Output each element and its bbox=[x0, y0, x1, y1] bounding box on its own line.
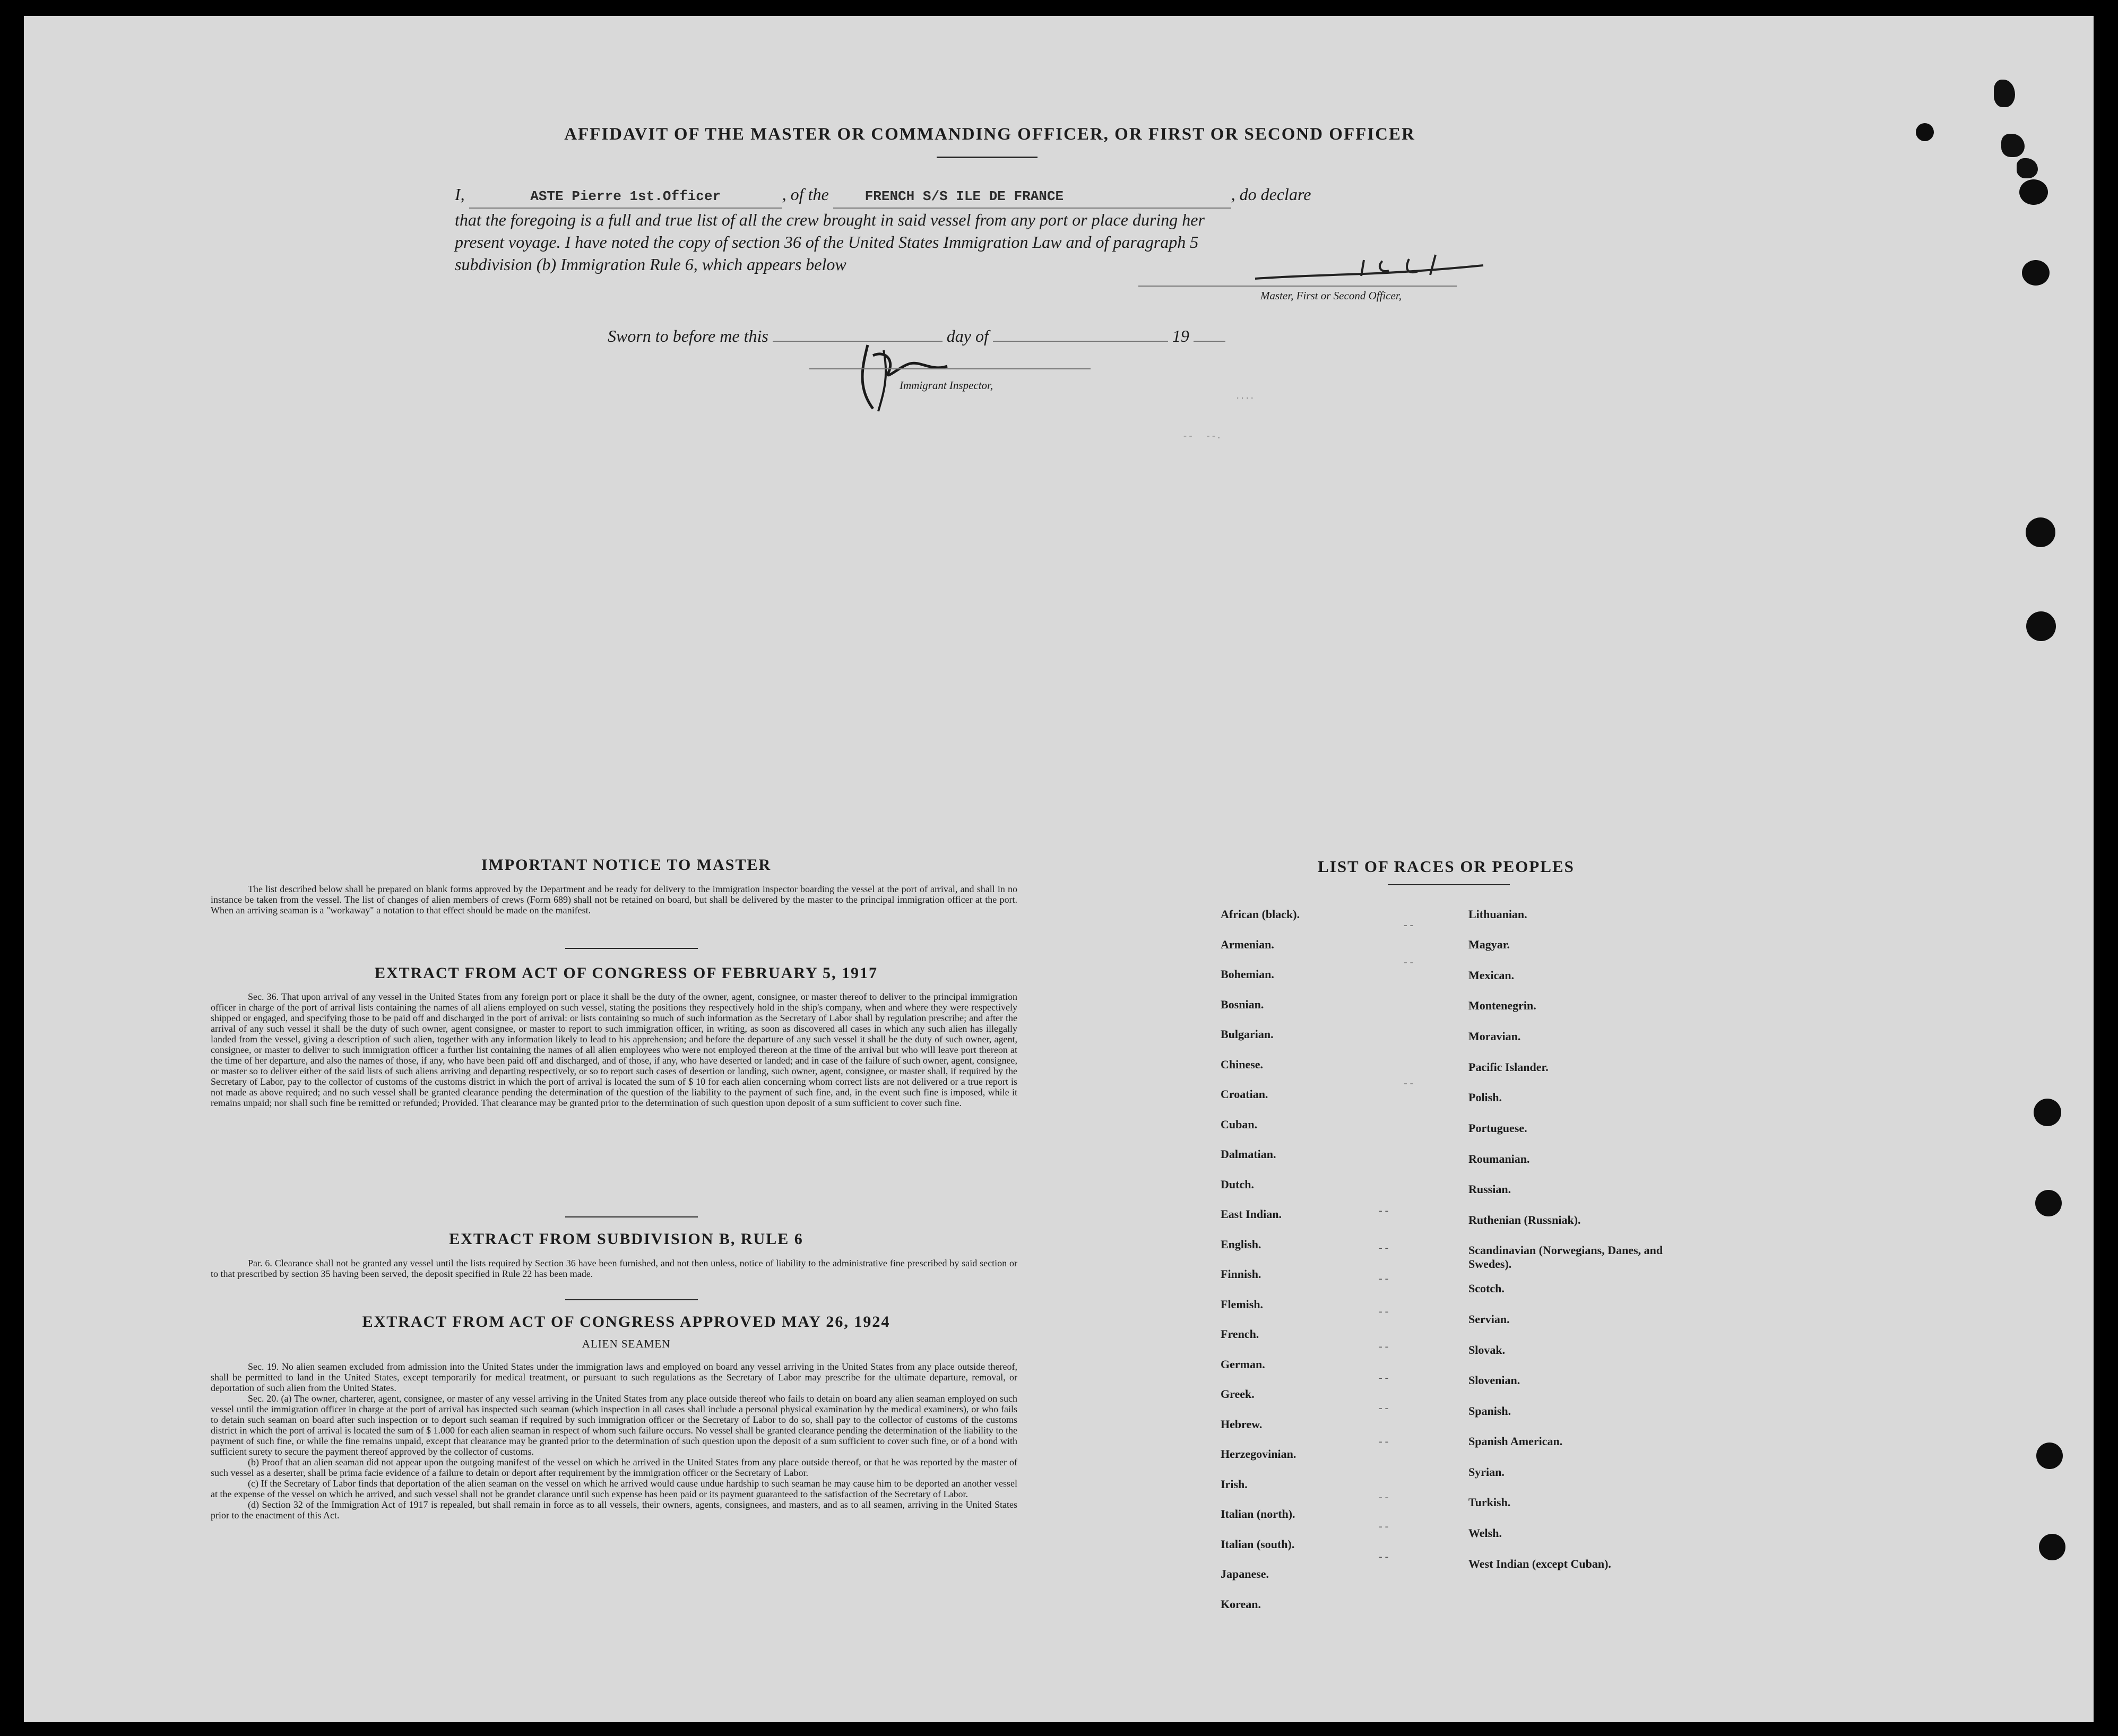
affidavit-line-1 bbox=[455, 183, 1453, 209]
document-page bbox=[24, 16, 2094, 1722]
extract-1924-text bbox=[211, 1361, 1017, 1521]
race-item: Hebrew. bbox=[1221, 1418, 1263, 1431]
officer-name-field bbox=[469, 183, 782, 209]
faint-dash: - - bbox=[1379, 1551, 1389, 1562]
inspector-line bbox=[809, 368, 1091, 369]
race-item: Magyar. bbox=[1468, 938, 1510, 951]
race-item: East Indian. bbox=[1221, 1207, 1282, 1221]
notice-text bbox=[211, 884, 1017, 915]
section-20c-paragraph: (c) If the Secretary of Labor finds that deportation of the alien seaman on the vessel on which he arrived would cause undue hardship to such seaman he may cause him to be deported an another vessel at the expense of the vessel on which he arrived, and such vessel shall not be grandet clarance until such expense has been paid or its payment guaranteed to the satisfaction of the Secretary of Labor. bbox=[211, 1478, 1017, 1499]
vessel-name-field bbox=[833, 183, 1231, 209]
race-item: Lithuanian. bbox=[1468, 908, 1527, 921]
race-item: Mexican. bbox=[1468, 969, 1515, 982]
punch-hole bbox=[2035, 1190, 2062, 1216]
faint-marks: - - - - . bbox=[1183, 430, 1220, 441]
extract-1917-title: EXTRACT FROM ACT OF CONGRESS OF FEBRUARY 5, 1917 bbox=[374, 964, 878, 982]
race-item: Montenegrin. bbox=[1468, 999, 1536, 1012]
section-20b-paragraph: (b) Proof that an alien seaman did not appear upon the outgoing manifest of the vessel on which he arrived in the United States from any place outside thereof, or that he was reported by the master of such vessel as a deserter, shall be prima facie evidence of a failure to detain or deport after requirement by the immigration officer or the Secretary of Labor. bbox=[211, 1457, 1017, 1478]
year-prefix: 19 bbox=[1172, 326, 1189, 346]
race-item: Japanese. bbox=[1221, 1567, 1269, 1580]
do-declare-label: , do declare bbox=[1231, 185, 1311, 204]
extract-rule6-text bbox=[211, 1258, 1017, 1279]
affidavit-line-3: present voyage. I have noted the copy of section 36 of the United States Immigration Law and of paragraph 5 bbox=[455, 232, 1199, 252]
extract-1917-text bbox=[211, 991, 1017, 1108]
faint-dash: - - bbox=[1379, 1372, 1389, 1384]
race-item: Scotch. bbox=[1468, 1282, 1505, 1295]
punch-hole bbox=[2022, 260, 2050, 286]
race-item: Spanish. bbox=[1468, 1404, 1511, 1418]
faint-dash: - - bbox=[1379, 1402, 1389, 1414]
i-label: I, bbox=[455, 185, 465, 204]
race-item: Cuban. bbox=[1221, 1118, 1258, 1131]
faint-dash: - - bbox=[1404, 1077, 1414, 1089]
race-item: Chinese. bbox=[1221, 1058, 1264, 1071]
punch-hole bbox=[2026, 611, 2056, 641]
section-rule bbox=[565, 1216, 698, 1217]
race-item: Bosnian. bbox=[1221, 998, 1264, 1011]
race-item: Turkish. bbox=[1468, 1496, 1511, 1509]
race-item: French. bbox=[1221, 1327, 1259, 1341]
race-item: Dutch. bbox=[1221, 1178, 1254, 1191]
race-item: Roumanian. bbox=[1468, 1152, 1530, 1165]
of-the-label: , of the bbox=[782, 185, 829, 204]
faint-dash: - - bbox=[1379, 1341, 1389, 1352]
sworn-month-field bbox=[993, 341, 1168, 342]
faint-dash: - - bbox=[1379, 1521, 1389, 1532]
race-item: Syrian. bbox=[1468, 1465, 1505, 1479]
race-item: Spanish American. bbox=[1468, 1435, 1563, 1448]
race-item: Slovenian. bbox=[1468, 1374, 1520, 1387]
race-item: Ruthenian (Russniak). bbox=[1468, 1213, 1581, 1227]
faint-dash: - - bbox=[1404, 919, 1414, 931]
notice-title: IMPORTANT NOTICE TO MASTER bbox=[481, 856, 772, 874]
signature-caption: Master, First or Second Officer, bbox=[1260, 289, 1402, 302]
title-rule bbox=[937, 157, 1038, 158]
race-item: Dalmatian. bbox=[1221, 1147, 1276, 1161]
race-item: Herzegovinian. bbox=[1221, 1447, 1296, 1461]
punch-hole bbox=[2036, 1443, 2063, 1469]
punch-hole bbox=[2034, 1099, 2061, 1126]
race-item: German. bbox=[1221, 1358, 1265, 1371]
sworn-prefix: Sworn to before me this bbox=[608, 326, 768, 346]
faint-dash: - - bbox=[1379, 1242, 1389, 1254]
races-rule bbox=[1388, 884, 1510, 885]
race-item: Irish. bbox=[1221, 1478, 1248, 1491]
race-item: Bohemian. bbox=[1221, 968, 1274, 981]
sworn-year-field bbox=[1194, 341, 1225, 342]
race-item: West Indian (except Cuban). bbox=[1468, 1557, 1611, 1570]
affidavit-title: AFFIDAVIT OF THE MASTER OR COMMANDING OFFICER, OR FIRST OR SECOND OFFICER bbox=[564, 125, 1415, 144]
vessel-name: FRENCH S/S ILE DE FRANCE bbox=[865, 188, 1064, 204]
signature-line bbox=[1138, 286, 1457, 287]
section-20a-paragraph: Sec. 20. (a) The owner, charterer, agent, consignee, or master of any vessel arriving in the United States from any place outside thereof who fails to detain on board any alien seaman employed on such vessel until the immigration officer in charge at the port of arrival has inspected such seaman (which inspection in all cases shall include a personal physical examination by the medical examiners), or who fails to detain such seaman on board after such inspection or to deport such seaman if required by such immigration officer or the Secretary of Labor to do so, shall pay to the collector of customs of the customs district in which the port of arrival is located the sum of $ 1.000 for each alien seaman in respect of whom such failure occurs. No vessel shall be granted clearance pending the determination of the liability to the payment of such fine, or while the fine remains unpaid, except that clearance may be granted prior to the determination of such question upon the deposit of a sum sufficient to cover such fine, or of a bond with sufficient surety to secure the payment thereof approved by the collector of customs. bbox=[211, 1393, 1017, 1457]
ink-blot bbox=[2001, 134, 2025, 157]
faint-dash: - - bbox=[1379, 1491, 1389, 1503]
punch-hole bbox=[1916, 123, 1934, 141]
paragraph-6: Par. 6. Clearance shall not be granted any vessel until the lists required by Section 36 have been furnished, and not then unless, notice of liability to the administrative fine prescribed by said section or to that prescribed by section 35 having been served, the deposit specified in Rule 22 has been made. bbox=[211, 1258, 1017, 1279]
race-item: Bulgarian. bbox=[1221, 1027, 1274, 1041]
race-item: Italian (north). bbox=[1221, 1507, 1295, 1521]
race-item: Croatian. bbox=[1221, 1087, 1268, 1101]
race-item: Pacific Islander. bbox=[1468, 1060, 1549, 1074]
section-19-paragraph: Sec. 19. No alien seamen excluded from admission into the United States under the immigration laws and employed on board any vessel arriving in the United States from any place outside thereof, shall be permitted to land in the United States, except temporarily for medical treatment, or pursuant to such regulations as the Secretary of Labor may prescribe for the ultimate departure, removal, or deportation of such alien from the United States. bbox=[211, 1361, 1017, 1393]
section-20d-paragraph: (d) Section 32 of the Immigration Act of 1917 is repealed, but shall remain in force as to all vessels, their owners, agents, consignees, and masters, and as to all seamen, arriving in the United States prior to the enactment of this Act. bbox=[211, 1499, 1017, 1521]
race-item: African (black). bbox=[1221, 908, 1300, 921]
section-rule bbox=[565, 948, 698, 949]
race-item: Finnish. bbox=[1221, 1267, 1261, 1281]
ink-blot bbox=[2017, 158, 2038, 178]
race-item: Italian (south). bbox=[1221, 1538, 1295, 1551]
race-item: Korean. bbox=[1221, 1597, 1261, 1611]
race-item: Greek. bbox=[1221, 1387, 1255, 1401]
race-item: Russian. bbox=[1468, 1182, 1511, 1196]
faint-dash: - - bbox=[1379, 1273, 1389, 1284]
section-rule bbox=[565, 1299, 698, 1300]
races-title: LIST OF RACES OR PEOPLES bbox=[1318, 857, 1575, 876]
faint-dash: - - bbox=[1379, 1306, 1389, 1317]
affidavit-line-2: that the foregoing is a full and true list of all the crew brought in said vessel from any port or place during her bbox=[455, 210, 1205, 229]
race-item: Armenian. bbox=[1221, 938, 1274, 951]
punch-hole bbox=[2019, 179, 2048, 205]
faint-dash: - - bbox=[1404, 956, 1414, 968]
faint-dash: - - bbox=[1379, 1436, 1389, 1447]
race-item: Welsh. bbox=[1468, 1526, 1502, 1540]
extract-1924-title: EXTRACT FROM ACT OF CONGRESS APPROVED MAY 26, 1924 bbox=[362, 1313, 891, 1331]
race-item: Moravian. bbox=[1468, 1030, 1521, 1043]
officer-name: ASTE Pierre 1st.Officer bbox=[530, 188, 721, 204]
punch-hole bbox=[2039, 1534, 2065, 1560]
alien-seamen-subtitle: ALIEN SEAMEN bbox=[582, 1337, 671, 1350]
day-of-label: day of bbox=[946, 326, 989, 346]
race-item: Scandinavian (Norwegians, Danes, and Swedes). bbox=[1468, 1243, 1663, 1271]
faint-marks: . . . . bbox=[1237, 390, 1253, 401]
race-item: Polish. bbox=[1468, 1091, 1502, 1104]
faint-dash: - - bbox=[1379, 1205, 1389, 1216]
affidavit-line-4: subdivision (b) Immigration Rule 6, which appears below bbox=[455, 255, 846, 274]
race-item: Slovak. bbox=[1468, 1343, 1506, 1357]
notice-paragraph: The list described below shall be prepared on blank forms approved by the Department and be ready for delivery to the immigration inspector boarding the vessel at the port of arrival, and shall in no instance be taken from the vessel. The list of changes of alien members of crews (Form 689) shall not be retained on board, but shall be delivered by the master to the principal immigration officer at the port. When an arriving seaman is a "workaway" a notation to that effect should be made on the manifest. bbox=[211, 884, 1017, 915]
race-item: English. bbox=[1221, 1238, 1261, 1251]
race-item: Portuguese. bbox=[1468, 1121, 1527, 1135]
extract-rule6-title: EXTRACT FROM SUBDIVISION B, RULE 6 bbox=[449, 1230, 803, 1248]
ink-blot bbox=[1994, 80, 2015, 107]
punch-hole bbox=[2026, 517, 2055, 547]
inspector-signature bbox=[852, 334, 958, 414]
section-36-paragraph: Sec. 36. That upon arrival of any vessel in the United States from any foreign port or place it shall be the duty of the owner, agent, consignee, or master thereof to deliver to the principal immigration officer in charge of the port of arrival lists containing the names of all aliens employed on such vessel, stating the positions they respectively hold in the ship's company, when and where they were respectively shipped or engaged, and specifying those to be paid off and discharged in the port of arrival: or lists containing so much of such information as the Secretary of Labor shall by regulation prescribe; and after the arrival of any such vessel it shall be the duty of such owner, agent consignee, or master to report to such immigration officer, in writing, as soon as discovered all cases in which any such alien has illegally landed from the vessel, giving a description of such alien, together with any information likely to lead to his apprehension; and before the departure of any such vessel it shall be the duty of such owner, agent, consignee, or master to deliver to such immigration officer a further list containing the names of all alien employees who were not employed thereon at the time of the arrival but who will leave port thereon at the time of her departure, and also the names of those, if any, who have been paid off and discharged, and of those, if any, who have deserted or landed; and in case of the failure of such owner, agent, consignee, or master so to deliver either of the said lists of such aliens arriving and departing respectively, or so to report such cases of desertion or landing, such owner, agent, consignee, or master shall, if required by the Secretary of Labor, pay to the collector of customs of the customs district in which the port of arrival is located the sum of $ 10 for each alien concerning whom correct lists are not delivered or a true report is not made as above required; and no such vessel shall be granted clearance pending the determination of the question of the liability to the payment of such fine, and, in the event such fine is imposed, while it remains unpaid; nor shall such fine be remitted or refunded; Provided. That clearance may be granted prior to the determination of such question upon deposit of a sum sufficient to cover such fine. bbox=[211, 991, 1017, 1108]
race-item: Servian. bbox=[1468, 1312, 1510, 1326]
race-item: Flemish. bbox=[1221, 1298, 1264, 1311]
inspector-caption: Immigrant Inspector, bbox=[900, 379, 993, 392]
